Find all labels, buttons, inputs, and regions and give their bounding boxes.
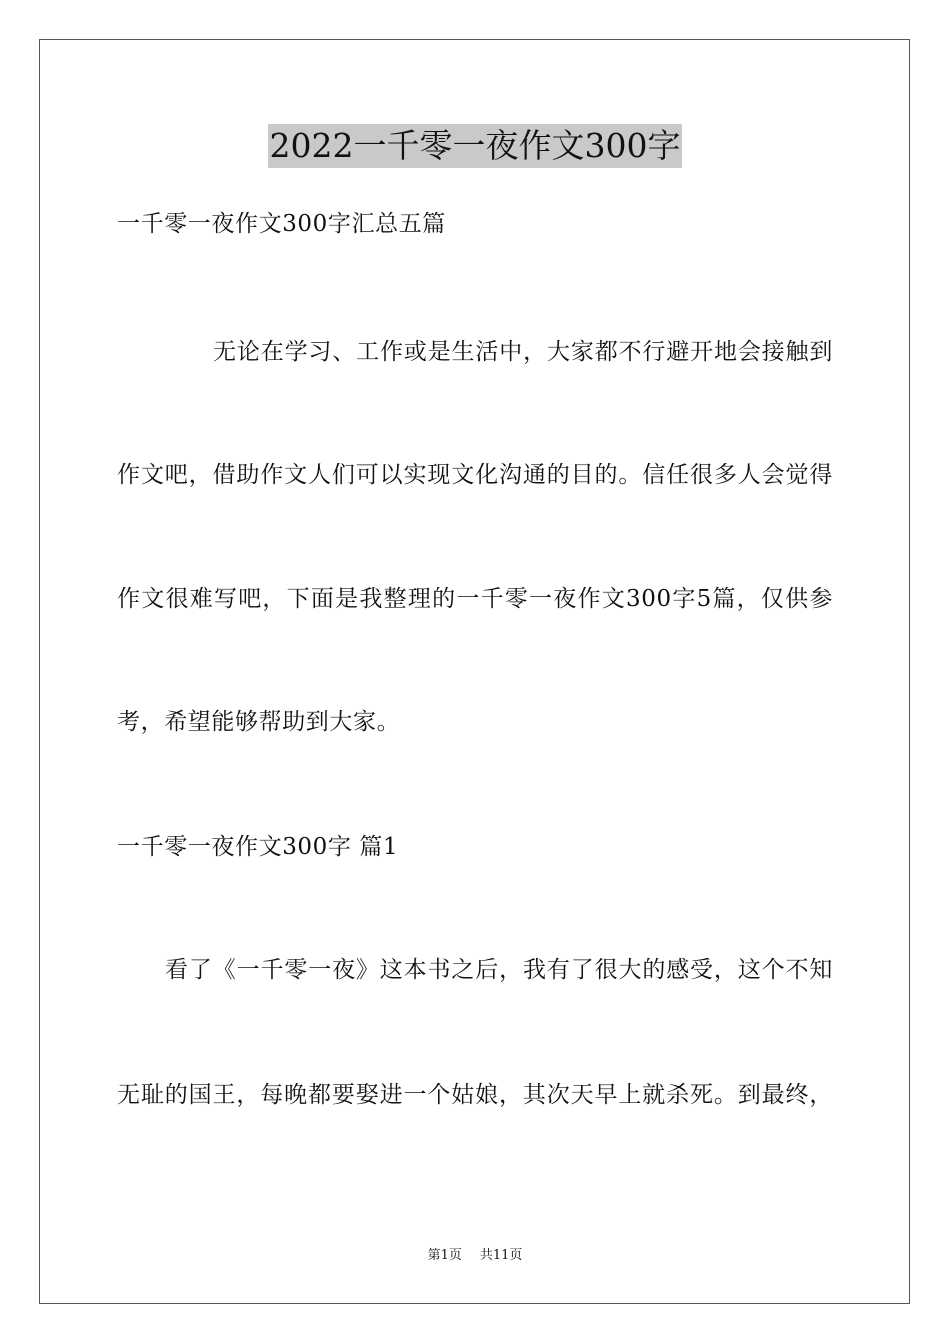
paragraph-line: 看了《一千零一夜》这本书之后，我有了很大的感受，这个不知 <box>165 957 833 983</box>
paragraph-line: 无耻的国王，每晚都要娶进一个姑娘，其次天早上就杀死。到最终， <box>117 1082 833 1108</box>
page-footer <box>0 1247 950 1265</box>
paragraph-line: 无论在学习、工作或是生活中，大家都不行避开地会接触到 <box>213 339 833 365</box>
paragraph-line: 作文吧，借助作文人们可以实现文化沟通的目的。信任很多人会觉得 <box>117 462 833 488</box>
subtitle-line: 一千零一夜作文300字汇总五篇 <box>117 211 446 237</box>
title-container <box>0 124 950 168</box>
section-heading: 一千零一夜作文300字 篇1 <box>117 834 399 860</box>
paragraph-line: 考，希望能够帮助到大家。 <box>117 709 401 735</box>
page-number: 第1页 <box>427 1248 462 1263</box>
document-title: 2022一千零一夜作文300字 <box>268 124 683 168</box>
paragraph-line: 作文很难写吧，下面是我整理的一千零一夜作文300字5篇，仅供参 <box>117 586 833 612</box>
page-total: 共11页 <box>479 1248 523 1263</box>
